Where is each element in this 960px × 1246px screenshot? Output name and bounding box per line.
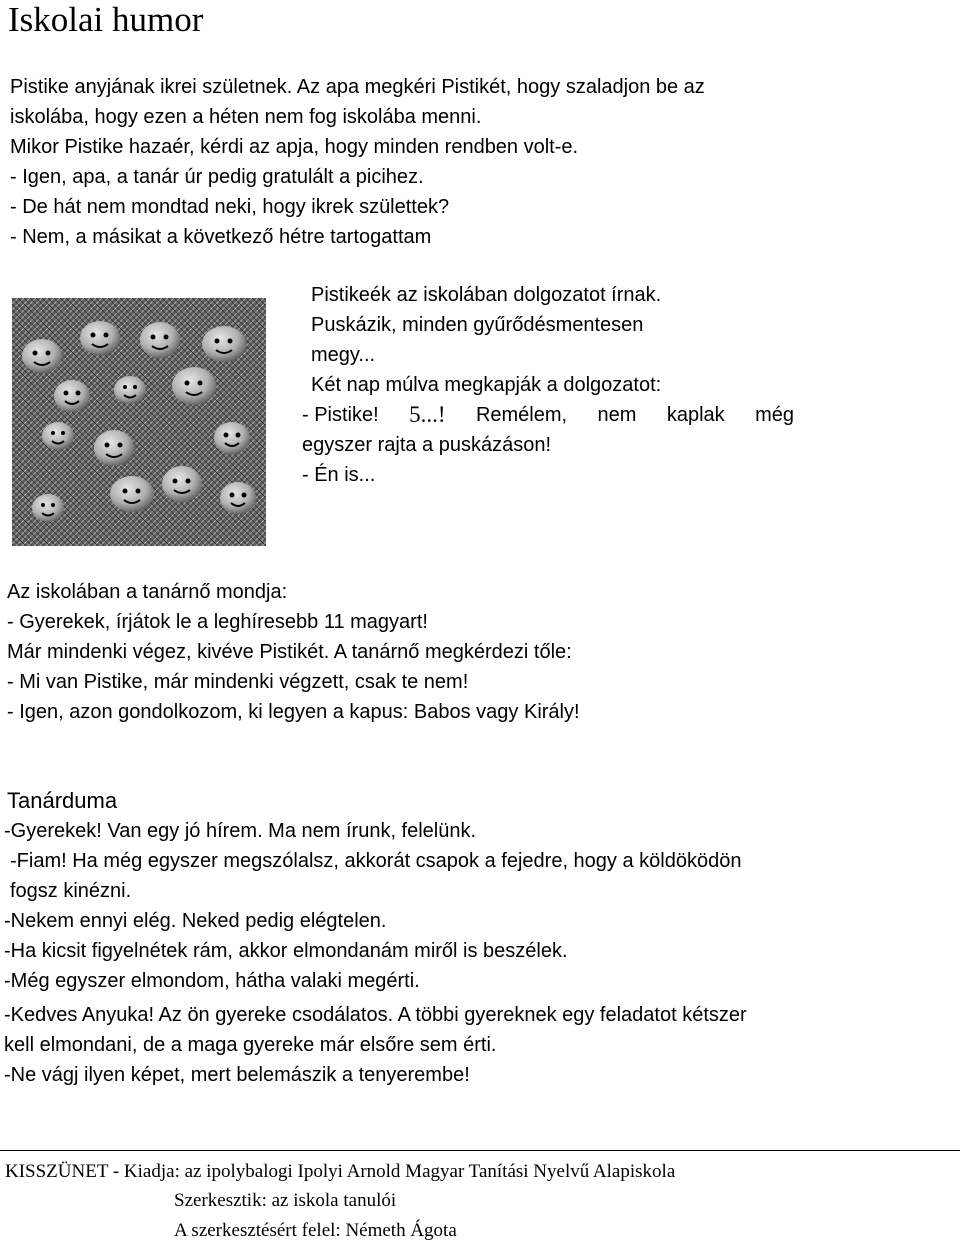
- joke-goalkeeper: [7, 577, 580, 727]
- text-line: - Én is...: [302, 464, 376, 486]
- text-word: Remélem,: [475, 404, 568, 426]
- text-word: - Pistike!: [302, 404, 379, 426]
- quote-line: -Kedves Anyuka! Az ön gyereke csodálatos. A többi gyereknek egy feladatot kétszer: [4, 1004, 747, 1026]
- text-line: - Igen, azon gondolkozom, ki legyen a kapus: Babos vagy Király!: [7, 701, 580, 723]
- text-line: - Nem, a másikat a következő hétre tartogattam: [10, 226, 432, 248]
- teacher-quotes: [4, 816, 747, 1090]
- quote-line: -Még egyszer elmondom, hátha valaki megérti.: [4, 970, 420, 992]
- footer-publisher: KISSZÜNET - Kiadja: az ipolybalogi Ipolyi Arnold Magyar Tanítási Nyelvű Alapiskola: [5, 1161, 676, 1182]
- text-line: Pistikeék az iskolában dolgozatot írnak.: [311, 284, 662, 306]
- text-word: kaplak: [666, 404, 725, 426]
- text-line: egyszer rajta a puskázáson!: [302, 434, 552, 456]
- quote-line: -Fiam! Ha még egyszer megszólalsz, akkorát csapok a fejedre, hogy a köldöködön: [10, 850, 742, 872]
- quote-line: kell elmondani, de a maga gyereke már elsőre sem érti.: [4, 1034, 497, 1056]
- quote-line: fogsz kinézni.: [10, 880, 132, 902]
- text-line: - Igen, apa, a tanár úr pedig gratulált a picihez.: [10, 166, 424, 188]
- text-word: még: [755, 404, 794, 426]
- footer-responsible-editor: A szerkesztésért felel: Németh Ágota: [174, 1220, 457, 1241]
- text-line: - De hát nem mondtad neki, hogy ikrek születtek?: [10, 196, 450, 218]
- joke-cheat-sheet: [302, 280, 794, 490]
- text-line: iskolába, hogy ezen a héten nem fog iskolába menni.: [10, 106, 482, 128]
- grade-text: 5...!: [409, 402, 446, 427]
- text-line: Már mindenki végez, kivéve Pistikét. A tanárnő megkérdezi tőle:: [7, 641, 572, 663]
- text-line: megy...: [311, 344, 376, 366]
- text-line: Mikor Pistike hazaér, kérdi az apja, hogy minden rendben volt-e.: [10, 136, 579, 158]
- justified-line: [302, 400, 794, 430]
- footer-editors: Szerkesztik: az iskola tanulói: [174, 1190, 397, 1211]
- text-line: Pistike anyjának ikrei születnek. Az apa megkéri Pistikét, hogy szaladjon be az: [10, 76, 705, 98]
- text-word: nem: [597, 404, 637, 426]
- text-line: Puskázik, minden gyűrődésmentesen: [311, 314, 644, 336]
- text-line: - Mi van Pistike, már mindenki végzett, csak te nem!: [7, 671, 469, 693]
- section-heading: Tanárduma: [7, 788, 118, 813]
- text-line: - Gyerekek, írjátok le a leghíresebb 11 magyart!: [7, 611, 428, 633]
- footer-divider: [0, 1150, 960, 1151]
- page-title: Iskolai humor: [8, 0, 204, 39]
- quote-line: -Gyerekek! Van egy jó hírem. Ma nem írunk, felelünk.: [4, 820, 477, 842]
- quote-line: -Nekem ennyi elég. Neked pedig elégtelen.: [4, 910, 387, 932]
- quote-line: -Ha kicsit figyelnétek rám, akkor elmondanám miről is beszélek.: [4, 940, 568, 962]
- pumpkins-photo: [12, 298, 266, 546]
- quote-line: -Ne vágj ilyen képet, mert belemászik a tenyerembe!: [4, 1064, 470, 1086]
- text-line: Az iskolában a tanárnő mondja:: [7, 581, 288, 603]
- joke-twins: [10, 72, 705, 252]
- text-line: Két nap múlva megkapják a dolgozatot:: [311, 374, 662, 396]
